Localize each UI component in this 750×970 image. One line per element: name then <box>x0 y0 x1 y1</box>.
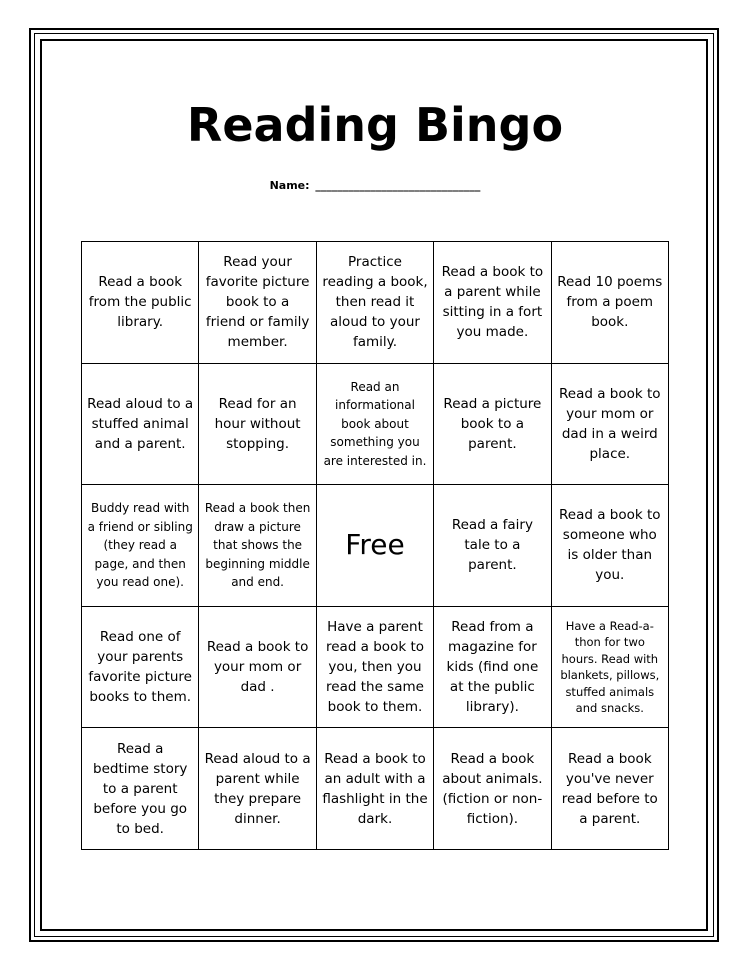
bingo-cell-6: Read aloud to a stuffed animal and a parent. <box>82 364 199 486</box>
bingo-cell-1: Read a book from the public library. <box>82 242 199 364</box>
bingo-cell-16: Read one of your parents favorite picture books to them. <box>82 607 199 729</box>
bingo-cell-3: Practice reading a book, then read it aloud to your family. <box>317 242 434 364</box>
bingo-cell-22: Read aloud to a parent while they prepare dinner. <box>199 728 316 850</box>
bingo-cell-24: Read a book about animals. (fiction or non-fiction). <box>434 728 551 850</box>
bingo-cell-2: Read your favorite picture book to a friend or family member. <box>199 242 316 364</box>
bingo-cell-7: Read for an hour without stopping. <box>199 364 316 486</box>
name-blank-line: ______________________________ <box>315 179 481 192</box>
bingo-cell-4: Read a book to a parent while sitting in a fort you made. <box>434 242 551 364</box>
page-title: Reading Bingo <box>186 98 564 152</box>
bingo-cell-12: Read a book then draw a picture that shows the beginning middle and end. <box>199 485 316 607</box>
bingo-cell-9: Read a picture book to a parent. <box>434 364 551 486</box>
bingo-cell-10: Read a book to your mom or dad in a weird place. <box>552 364 669 486</box>
bingo-cell-8: Read an informational book about something you are interested in. <box>317 364 434 486</box>
bingo-cell-11: Buddy read with a friend or sibling (they read a page, and then you read one). <box>82 485 199 607</box>
bingo-cell-free: Free <box>317 485 434 607</box>
bingo-grid <box>81 241 669 850</box>
bingo-cell-18: Have a parent read a book to you, then you read the same book to them. <box>317 607 434 729</box>
bingo-cell-19: Read from a magazine for kids (find one at the public library). <box>434 607 551 729</box>
bingo-cell-5: Read 10 poems from a poem book. <box>552 242 669 364</box>
bingo-cell-15: Read a book to someone who is older than you. <box>552 485 669 607</box>
bingo-cell-25: Read a book you've never read before to a parent. <box>552 728 669 850</box>
bingo-cell-17: Read a book to your mom or dad . <box>199 607 316 729</box>
bingo-cell-14: Read a fairy tale to a parent. <box>434 485 551 607</box>
name-field <box>0 179 750 192</box>
bingo-cell-23: Read a book to an adult with a flashlight in the dark. <box>317 728 434 850</box>
bingo-cell-20: Have a Read-a-thon for two hours. Read with blankets, pillows, stuffed animals and snacks. <box>552 607 669 729</box>
name-label: Name: <box>269 179 310 192</box>
bingo-cell-21: Read a bedtime story to a parent before you go to bed. <box>82 728 199 850</box>
